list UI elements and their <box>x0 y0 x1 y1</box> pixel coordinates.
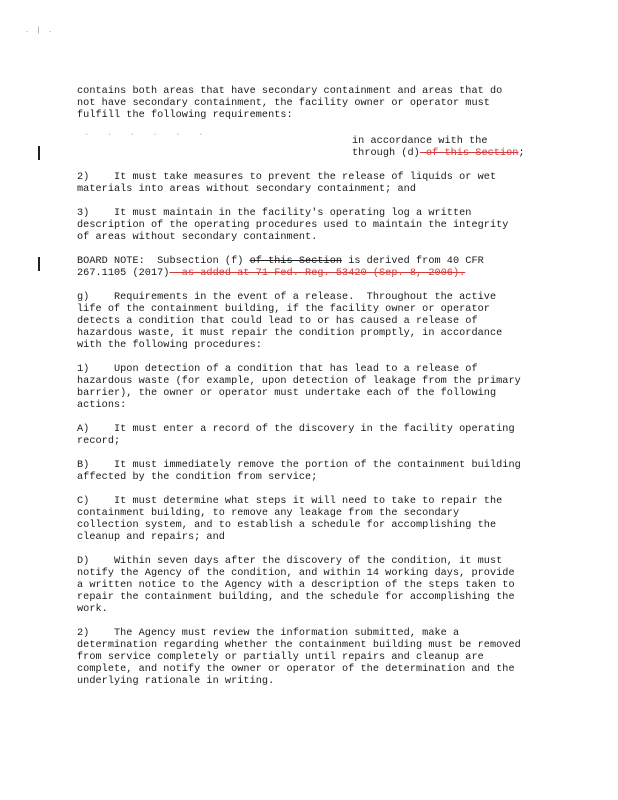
deleted-text: as added at 71 Fed. Reg. 53420 (Sep. 8, 2006). <box>169 268 466 279</box>
deleted-text: of this Section <box>419 148 519 159</box>
paragraph-line: from service completely or partially until repairs and cleanup are <box>77 652 484 663</box>
faded-text: . . . . . . <box>84 128 210 138</box>
paragraph-line: 2) The Agency must review the information submitted, make a <box>77 628 460 639</box>
paragraph-line: fulfill the following requirements: <box>77 110 293 121</box>
paragraph-line: a written notice to the Agency with a description of the steps taken to <box>77 580 515 591</box>
paragraph-line: with the following procedures: <box>77 340 262 351</box>
line-text: 267.1105 (2017) <box>77 268 170 279</box>
paragraph-line: containment building, to remove any leakage from the secondary <box>77 508 460 519</box>
paragraph-line: life of the containment building, if the facility owner or operator <box>77 304 490 315</box>
paragraph-line: collection system, and to establish a schedule for accomplishing the <box>77 520 497 531</box>
paragraph-line: contains both areas that have secondary containment and areas that do <box>77 86 503 97</box>
paragraph-line: work. <box>77 604 108 615</box>
paragraph-line: D) Within seven days after the discovery of the condition, it must <box>77 556 503 567</box>
scan-corner-mark: ․ | ․ <box>26 27 54 35</box>
paragraph-line: hazardous waste, it must repair the condition promptly, in accordance <box>77 328 503 339</box>
line-text: through (d) <box>352 148 420 159</box>
paragraph-line: complete, and notify the owner or operator of the determination and the <box>77 664 515 675</box>
paragraph-line: of areas without secondary containment. <box>77 232 318 243</box>
paragraph-line: cleanup and repairs; and <box>77 532 225 543</box>
paragraph-line: repair the containment building, and the schedule for accomplishing the <box>77 592 515 603</box>
revision-margin-bar <box>38 257 40 271</box>
paragraph-line: g) Requirements in the event of a release. Throughout the active <box>77 292 497 303</box>
board-note-line <box>77 256 484 268</box>
paragraph-line: A) It must enter a record of the discovery in the facility operating <box>77 424 515 435</box>
line-text: BOARD NOTE: Subsection (f) <box>77 256 250 267</box>
paragraph-line: 3) It must maintain in the facility's operating log a written <box>77 208 472 219</box>
revision-margin-bar <box>38 146 40 160</box>
paragraph-line: C) It must determine what steps it will need to take to repair the <box>77 496 503 507</box>
deleted-text: of this Section <box>249 256 343 267</box>
paragraph-line: notify the Agency of the condition, and within 14 working days, provide <box>77 568 515 579</box>
paragraph-line: actions: <box>77 400 127 411</box>
paragraph-line: B) It must immediately remove the portion of the containment building <box>77 460 521 471</box>
paragraph-line: underlying rationale in writing. <box>77 676 275 687</box>
paragraph-line: record; <box>77 436 121 447</box>
paragraph-line: 2) It must take measures to prevent the release of liquids or wet <box>77 172 497 183</box>
paragraph-line: materials into areas without secondary containment; and <box>77 184 416 195</box>
line-text: ; <box>518 148 525 159</box>
board-note-line <box>77 268 465 280</box>
paragraph-line: determination regarding whether the containment building must be removed <box>77 640 521 651</box>
paragraph-line: in accordance with the <box>352 136 488 147</box>
paragraph-line: affected by the condition from service; <box>77 472 318 483</box>
paragraph-line: barrier), the owner or operator must undertake each of the following <box>77 388 497 399</box>
paragraph-line: detects a condition that could lead to or has caused a release of <box>77 316 478 327</box>
paragraph-line: 1) Upon detection of a condition that has lead to a release of <box>77 364 478 375</box>
line-text: is derived from 40 CFR <box>342 256 484 267</box>
paragraph-line <box>352 148 525 160</box>
paragraph-line: not have secondary containment, the facility owner or operator must <box>77 98 490 109</box>
paragraph-line: description of the operating procedures used to maintain the integrity <box>77 220 509 231</box>
paragraph-line: hazardous waste (for example, upon detection of leakage from the primary <box>77 376 521 387</box>
